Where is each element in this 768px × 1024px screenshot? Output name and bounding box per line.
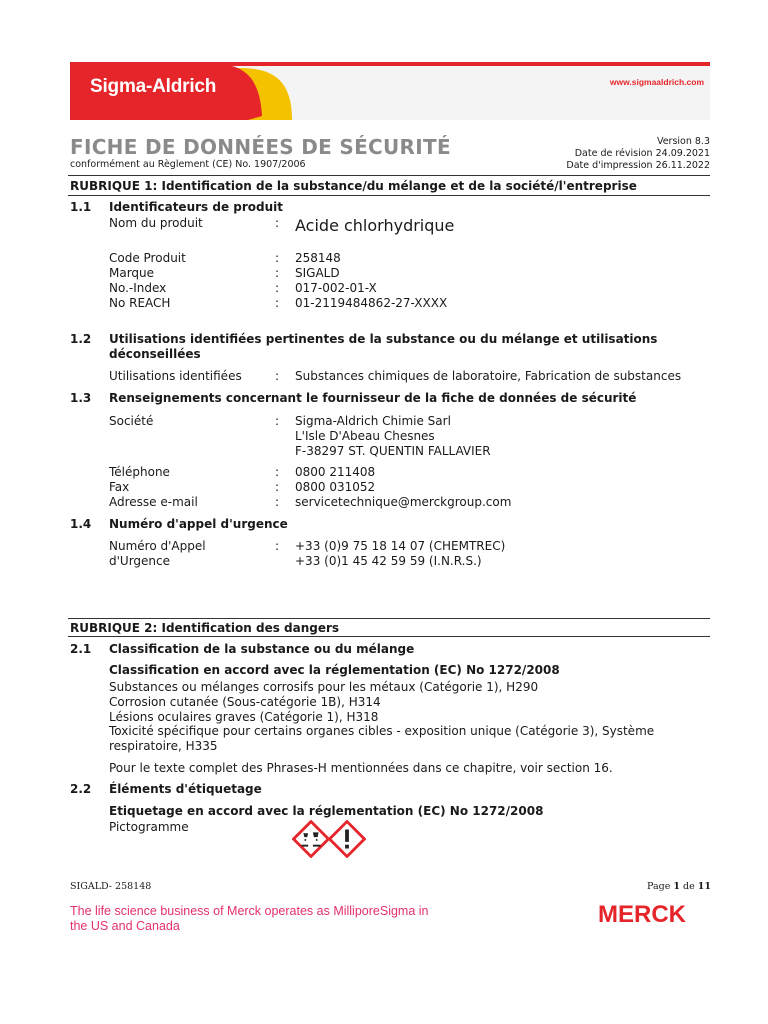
colon: : [275,216,280,230]
field-label: Société [109,414,154,428]
page-number: 1 [673,881,680,892]
colon: : [275,369,280,383]
website-link[interactable]: www.sigmaaldrich.com [609,77,704,87]
section-title: Renseignements concernant le fournisseur de la fiche de données de sécurité [109,391,637,405]
section-number: 1.1 [70,200,92,214]
merck-tagline: the US and Canada [70,919,180,933]
colon: : [275,465,280,479]
colon: : [275,251,280,265]
section-number: 1.2 [70,332,92,346]
field-label: Utilisations identifiées [109,369,242,383]
section-title: Classification de la substance ou du mélange [109,642,415,656]
section-number: 1.3 [70,391,92,405]
divider [68,175,710,176]
section-number: 1.4 [70,517,92,531]
divider [68,195,710,196]
company-name: Sigma-Aldrich Chimie Sarl [295,414,451,428]
identified-uses: Substances chimiques de laboratoire, Fabrication de substances [295,369,682,383]
rubrique-2-title: RUBRIQUE 2: Identification des dangers [70,621,340,635]
section-title: Numéro d'appel d'urgence [109,517,288,531]
field-label: No.-Index [109,281,167,295]
hazard-line: Toxicité spécifique pour certains organes cibles - exposition unique (Catégorie 3), Système [109,724,655,738]
pictogram-label: Pictogramme [109,820,189,834]
colon: : [275,296,280,310]
field-label: Nom du produit [109,216,203,230]
divider [68,636,710,637]
colon: : [275,539,280,553]
field-label: d'Urgence [109,554,171,568]
email-link[interactable]: servicetechnique@merckgroup.com [295,495,512,509]
rubrique-1-title: RUBRIQUE 1: Identification de la substance/du mélange et de la société/l'entreprise [70,179,637,193]
reach-number: 01-2119484862-27-XXXX [295,296,448,310]
colon: : [275,480,280,494]
page-word: Page [646,881,671,892]
product-name: Acide chlorhydrique [295,216,455,235]
field-label: No REACH [109,296,171,310]
product-reference: SIGALD- 258148 [70,881,152,892]
company-city: F-38297 ST. QUENTIN FALLAVIER [295,444,491,458]
field-label: Téléphone [109,465,170,479]
revision-date: Date de révision 24.09.2021 [574,148,710,159]
field-label: Code Produit [109,251,186,265]
company-address: L'Isle D'Abeau Chesnes [295,429,435,443]
print-date: Date d'impression 26.11.2022 [566,160,710,171]
colon: : [275,414,280,428]
index-number: 017-002-01-X [295,281,377,295]
version: Version 8.3 [656,136,710,147]
emergency-number: +33 (0)1 45 42 59 59 (I.N.R.S.) [295,554,482,568]
section-number: 2.1 [70,642,92,656]
h-phrases-note: Pour le texte complet des Phrases-H mentionnées dans ce chapitre, voir section 16. [109,761,613,775]
merck-tagline: The life science business of Merck operates as MilliporeSigma in [70,904,429,918]
exclamation-icon [328,820,366,858]
divider [68,618,710,619]
corrosion-icon [292,820,330,858]
page-indicator [647,881,711,892]
regulation-subtitle: conformément au Règlement (CE) No. 1907/2006 [70,159,306,170]
field-label: Marque [109,266,155,280]
fax-number: 0800 031052 [295,480,376,494]
section-title: Utilisations identifiées pertinentes de la substance ou du mélange et utilisations [109,332,658,346]
page-total: 11 [697,881,711,892]
brand-name: Sigma-Aldrich [90,76,217,97]
document-title: FICHE DE DONNÉES DE SÉCURITÉ [70,135,451,159]
field-label: Fax [109,480,130,494]
colon: : [275,281,280,295]
merck-logo-text: MERCK [598,901,686,928]
section-title: Éléments d'étiquetage [109,782,262,796]
field-label: Adresse e-mail [109,495,198,509]
hazard-line: Lésions oculaires graves (Catégorie 1), H318 [109,710,379,724]
phone-number: 0800 211408 [295,465,376,479]
hazard-line: Corrosion cutanée (Sous-catégorie 1B), H314 [109,695,381,709]
brand-value: SIGALD [295,266,340,280]
merck-logo [570,900,714,928]
classification-subtitle: Classification en accord avec la réglementation (EC) No 1272/2008 [109,663,560,677]
field-label: Numéro d'Appel [109,539,206,553]
section-title: Identificateurs de produit [109,200,283,214]
section-number: 2.2 [70,782,92,796]
hazard-line: Substances ou mélanges corrosifs pour les métaux (Catégorie 1), H290 [109,680,539,694]
page-of: de [683,881,695,892]
product-code: 258148 [295,251,341,265]
colon: : [275,495,280,509]
colon: : [275,266,280,280]
header-red-line [70,62,710,66]
hazard-line: respiratoire, H335 [109,739,218,753]
emergency-number: +33 (0)9 75 18 14 07 (CHEMTREC) [295,539,506,553]
labelling-subtitle: Etiquetage en accord avec la réglementation (EC) No 1272/2008 [109,804,544,818]
section-title: déconseillées [109,347,201,361]
